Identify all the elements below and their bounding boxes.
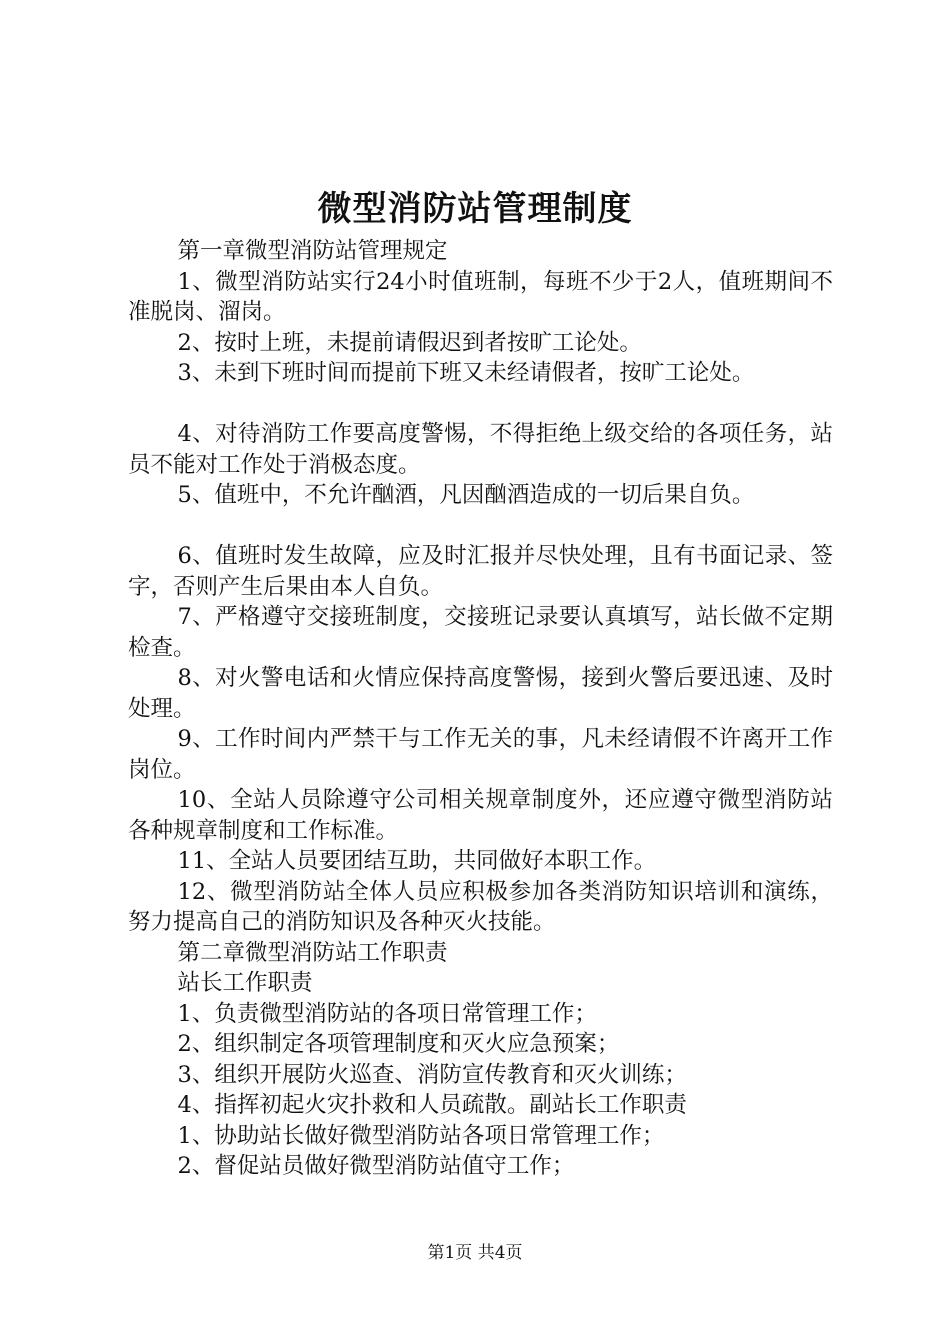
list-item: 1、协助站长做好微型消防站各项日常管理工作；	[177, 1122, 665, 1149]
paragraph: 4、对待消防工作要高度警惕，不得拒绝上级交给的各项任务，站员不能对工作处于消极态度。	[128, 421, 833, 478]
list-item: 4、指挥初起火灾扑救和人员疏散。副站长工作职责	[177, 1092, 687, 1118]
list-item: 2、督促站员做好微型消防站值守工作；	[177, 1153, 575, 1179]
paragraph: 3、未到下班时间而提前下班又未经请假者，按旷工论处。	[177, 360, 755, 386]
paragraph: 12、微型消防站全体人员应积极参加各类消防知识培训和演练，努力提高自己的消防知识及各种灭火技能。	[128, 878, 833, 935]
paragraph: 9、工作时间内严禁干与工作无关的事，凡未经请假不许离开工作岗位。	[128, 726, 833, 783]
paragraph: 7、严格遵守交接班制度，交接班记录要认真填写，站长做不定期检查。	[128, 604, 833, 661]
page-footer: 第1页 共4页	[427, 1243, 523, 1263]
paragraph: 8、对火警电话和火情应保持高度警惕，接到火警后要迅速、及时处理。	[128, 665, 833, 722]
section-heading: 站长工作职责	[177, 970, 313, 996]
list-item: 1、负责微型消防站的各项日常管理工作；	[177, 1000, 597, 1027]
list-item: 2、组织制定各项管理制度和灭火应急预案；	[177, 1031, 620, 1057]
list-item: 3、组织开展防火巡查、消防宣传教育和灭火训练；	[177, 1061, 687, 1088]
chapter-heading: 第一章微型消防站管理规定	[177, 238, 448, 264]
paragraph: 2、按时上班，未提前请假迟到者按旷工论处。	[177, 329, 642, 356]
paragraph: 5、值班中，不允许酗酒，凡因酗酒造成的一切后果自负。	[177, 482, 755, 508]
document-title: 微型消防站管理制度	[317, 189, 633, 229]
document-body	[128, 236, 833, 1182]
paragraph: 10、全站人员除遵守公司相关规章制度外，还应遵守微型消防站各种规章制度和工作标准。	[128, 787, 833, 844]
paragraph: 6、值班时发生故障，应及时汇报并尽快处理，且有书面记录、签字，否则产生后果由本人自负。	[128, 543, 833, 600]
paragraph: 1、微型消防站实行24小时值班制，每班不少于2人，值班期间不准脱岗、溜岗。	[128, 268, 833, 325]
chapter-heading: 第二章微型消防站工作职责	[177, 939, 448, 966]
paragraph: 11、全站人员要团结互助，共同做好本职工作。	[177, 848, 657, 874]
